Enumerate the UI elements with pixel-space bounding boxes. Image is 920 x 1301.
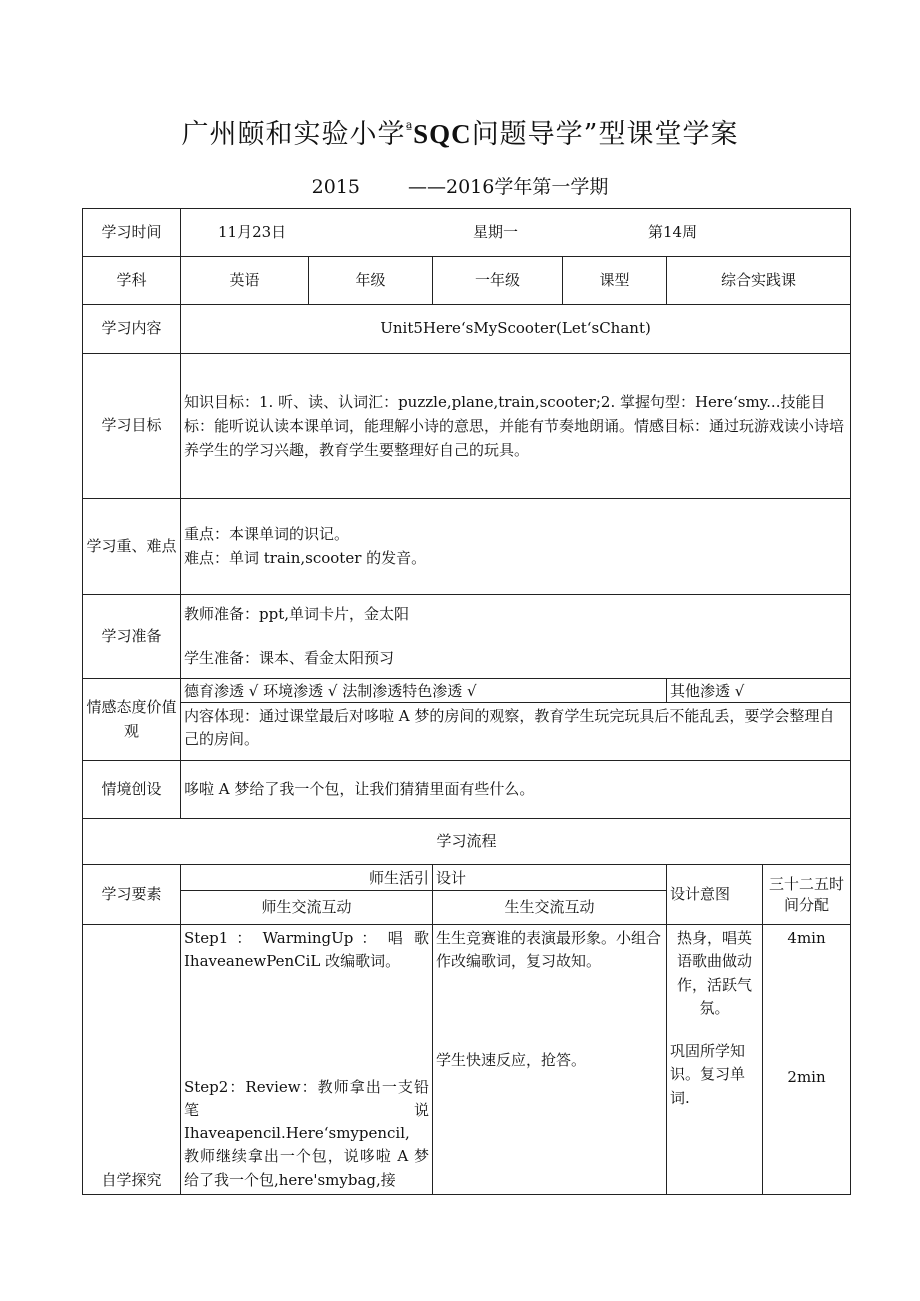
scenario-value: 哆啦 A 梦给了我一个包，让我们猜猜里面有些什么。 (181, 761, 851, 819)
row-flow-header-1 (83, 865, 851, 891)
header-teacher-student: 师生交流互动 (181, 891, 433, 925)
label-prep: 学习准备 (83, 595, 181, 679)
label-subject: 学科 (83, 257, 181, 305)
emotion-content: 内容体现：通过课堂最后对哆啦 A 梦的房间的观察，教育学生玩完玩具后不能乱丢，要学会整理自己的房间。 (181, 703, 851, 761)
emotion-other: 其他渗透 √ (667, 679, 851, 703)
step1-teacher: Step1 ： WarmingUp ： 唱 歌 IhaveanewPenCiL 改编歌词。 (184, 929, 429, 971)
row-goals (83, 354, 851, 499)
label-self-study: 自学探究 (83, 925, 181, 1195)
grade-label: 年级 (309, 257, 433, 305)
time-value (181, 209, 851, 257)
step1-student: 生生竞赛谁的表演最形象。小组合作改编歌词，复习故知。 (436, 929, 662, 971)
step2-time: 2min (787, 1068, 826, 1087)
row-flow-title (83, 819, 851, 865)
row-focus (83, 499, 851, 595)
type-value: 综合实践课 (667, 257, 851, 305)
focus-cell (181, 499, 851, 595)
self-study-time (763, 925, 851, 1195)
grade-value: 一年级 (433, 257, 563, 305)
label-content: 学习内容 (83, 305, 181, 354)
year-rest: ——2016学年第一学期 (408, 176, 609, 198)
step2-intent: 巩固所学知识。复习单词. (670, 1042, 746, 1107)
row-emotion-1 (83, 679, 851, 703)
title-mark: ª (405, 121, 414, 137)
self-study-intent (667, 925, 763, 1195)
header-time: 三十二五时间分配 (763, 865, 851, 925)
lesson-table (82, 208, 851, 1195)
time-date: 11月23日 (218, 222, 287, 241)
step2-student: 学生快速反应，抢答。 (436, 1050, 587, 1069)
title-school: 广州颐和实验小学 (181, 119, 406, 150)
content-value: Unit5Here‘sMyScooter(Let‘sChant) (181, 305, 851, 354)
step1-time: 4min (787, 929, 826, 947)
header-student-student: 生生交流互动 (433, 891, 667, 925)
prep-cell (181, 595, 851, 679)
title-sqc: SQC (413, 119, 472, 149)
label-goals: 学习目标 (83, 354, 181, 499)
row-time (83, 209, 851, 257)
time-week: 第14周 (648, 222, 698, 241)
emotion-infusion: 德育渗透 √ 环境渗透 √ 法制渗透特色渗透 √ (181, 679, 667, 703)
row-content (83, 305, 851, 354)
label-time: 学习时间 (83, 209, 181, 257)
goals-text: 知识目标：1. 听、读、认词汇：puzzle,plane,train,scooter;2. 掌握句型：Here‘smy...技能目标：能听说认读本课单词，能理解小诗的意思，并能有节奏地朗诵。情感目标：通过玩游戏读小诗培养学生的学习兴趣，教育学生要整理好自己的玩具。 (181, 354, 851, 499)
year-start: 2015 (311, 176, 360, 198)
prep-student: 学生准备：课本、看金太阳预习 (184, 648, 395, 667)
header-activity: 师生活引 (181, 865, 433, 891)
subject-value: 英语 (181, 257, 309, 305)
header-elements: 学习要素 (83, 865, 181, 925)
time-weekday: 星期一 (473, 222, 519, 241)
label-scenario: 情境创设 (83, 761, 181, 819)
step2-teacher: Step2：Review：教师拿出一支铅笔 说 Ihaveapencil.Here‘smypencil, 教师继续拿出一个包，说哆啦 A 梦给了我一个包,here'smybag,接 (184, 1077, 429, 1189)
focus-key: 重点：本课单词的识记。 (184, 525, 350, 544)
self-study-student (433, 925, 667, 1195)
self-study-teacher (181, 925, 433, 1195)
prep-teacher: 教师准备：ppt,单词卡片，金太阳 (184, 605, 410, 624)
header-intent: 设计意图 (667, 865, 763, 925)
title-rest: 问题导学”型课堂学案 (471, 119, 739, 150)
flow-title: 学习流程 (83, 819, 851, 865)
row-self-study (83, 925, 851, 1195)
row-subject (83, 257, 851, 305)
step1-intent: 热身，唱英语歌曲做动作，活跃气氛。 (676, 929, 752, 1017)
row-scenario (83, 761, 851, 819)
type-label: 课型 (563, 257, 667, 305)
subtitle (0, 172, 920, 199)
page-title (0, 112, 920, 151)
row-emotion-2 (83, 703, 851, 761)
label-emotion: 情感态度价值观 (83, 679, 181, 761)
label-focus: 学习重、难点 (83, 499, 181, 595)
focus-difficult: 难点：单词 train,scooter 的发音。 (184, 548, 427, 567)
header-design: 设计 (433, 865, 667, 891)
row-prep (83, 595, 851, 679)
